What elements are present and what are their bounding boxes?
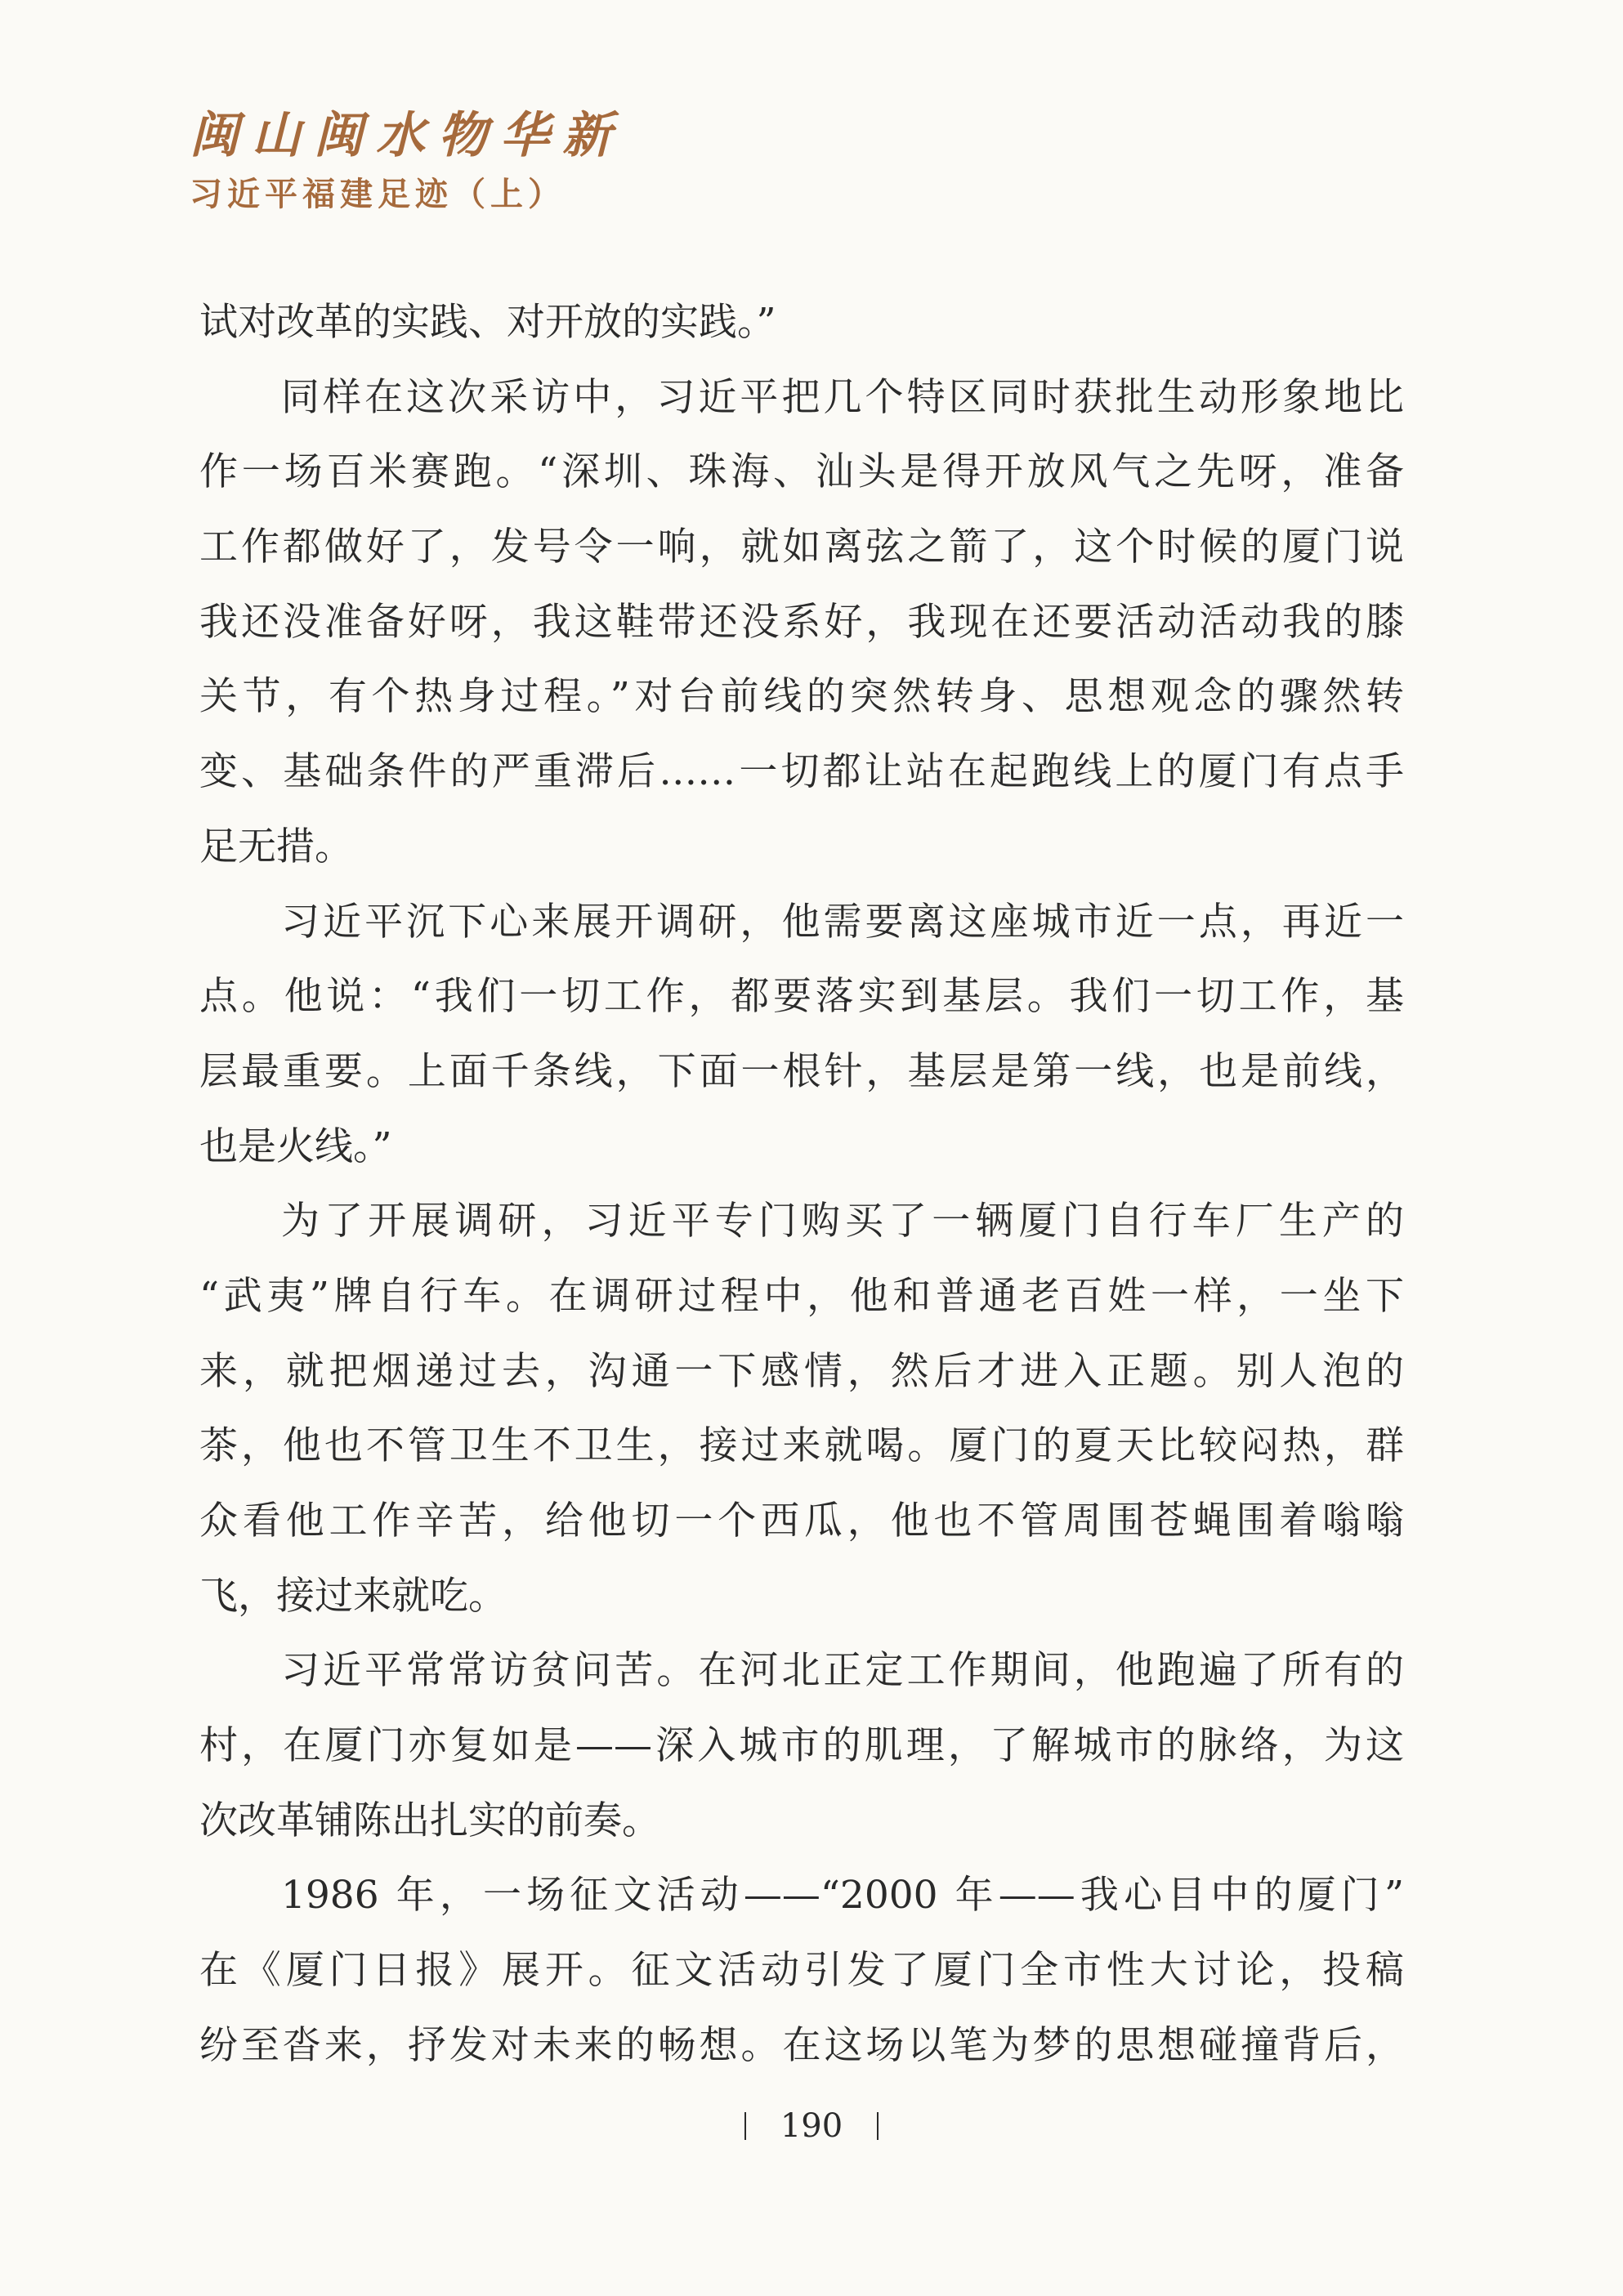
text-line: 层最重要。上面千条线，下面一根针，基层是第一线，也是前线，	[199, 1048, 1404, 1094]
text-line: 村，在厦门亦复如是——深入城市的肌理，了解城市的脉络，为这	[199, 1723, 1404, 1769]
text-line: 来，就把烟递过去，沟通一下感情，然后才进入正题。别人泡的	[199, 1348, 1404, 1394]
text-line: “武夷”牌自行车。在调研过程中，他和普通老百姓一样，一坐下	[199, 1273, 1404, 1319]
text-line: 也是火线。”	[199, 1123, 392, 1169]
text-line: 习近平沉下心来展开调研，他需要离这座城市近一点，再近一	[281, 899, 1404, 945]
text-line: 飞，接过来就吃。	[199, 1573, 507, 1619]
page-footer	[0, 2102, 1623, 2151]
text-line: 为了开展调研，习近平专门购买了一辆厦门自行车厂生产的	[281, 1199, 1404, 1244]
text-line: 我还没准备好呀，我这鞋带还没系好，我现在还要活动活动我的膝	[199, 599, 1404, 645]
text-line: 众看他工作辛苦，给他切一个西瓜，他也不管周围苍蝇围着嗡嗡	[199, 1499, 1404, 1543]
running-header	[190, 105, 811, 217]
text-line: 1986 年，一场征文活动——“2000 年——我心目中的厦门”	[281, 1873, 1404, 1919]
text-line: 变、基础条件的严重滞后……一切都让站在起跑线上的厦门有点手	[199, 749, 1404, 795]
text-line: 关节，有个热身过程。”对台前线的突然转身、思想观念的骤然转	[199, 674, 1404, 720]
text-line: 足无措。	[199, 824, 353, 869]
text-line: 在《厦门日报》展开。征文活动引发了厦门全市性大讨论，投稿	[199, 1948, 1404, 1994]
text-line: 茶，他也不管卫生不卫生，接过来就喝。厦门的夏天比较闷热，群	[199, 1423, 1404, 1469]
book-subtitle: 习近平福建足迹（上）	[190, 176, 566, 213]
text-line: 点。他说：“我们一切工作，都要落实到基层。我们一切工作，基	[199, 974, 1404, 1020]
text-line: 纷至沓来，抒发对未来的畅想。在这场以笔为梦的思想碰撞背后，	[199, 2022, 1404, 2068]
text-line: 作一场百米赛跑。“深圳、珠海、汕头是得开放风气之先呀，准备	[199, 449, 1404, 495]
text-line: 次改革铺陈出扎实的前奏。	[199, 1798, 660, 1843]
text-line: 试对改革的实践、对开放的实践。”	[199, 300, 776, 345]
book-title: 闽山闽水物华新	[190, 107, 624, 164]
text-line: 习近平常常访贫问苦。在河北正定工作期间，他跑遍了所有的	[281, 1648, 1404, 1694]
page-number-right-rule	[877, 2112, 879, 2140]
text-line: 工作都做好了，发号令一响，就如离弦之箭了，这个时候的厦门说	[199, 525, 1404, 570]
body-text	[199, 285, 1404, 2084]
page-number-left-rule	[744, 2112, 746, 2140]
page-number: 190	[780, 2107, 843, 2145]
text-line: 同样在这次采访中，习近平把几个特区同时获批生动形象地比	[281, 374, 1404, 420]
